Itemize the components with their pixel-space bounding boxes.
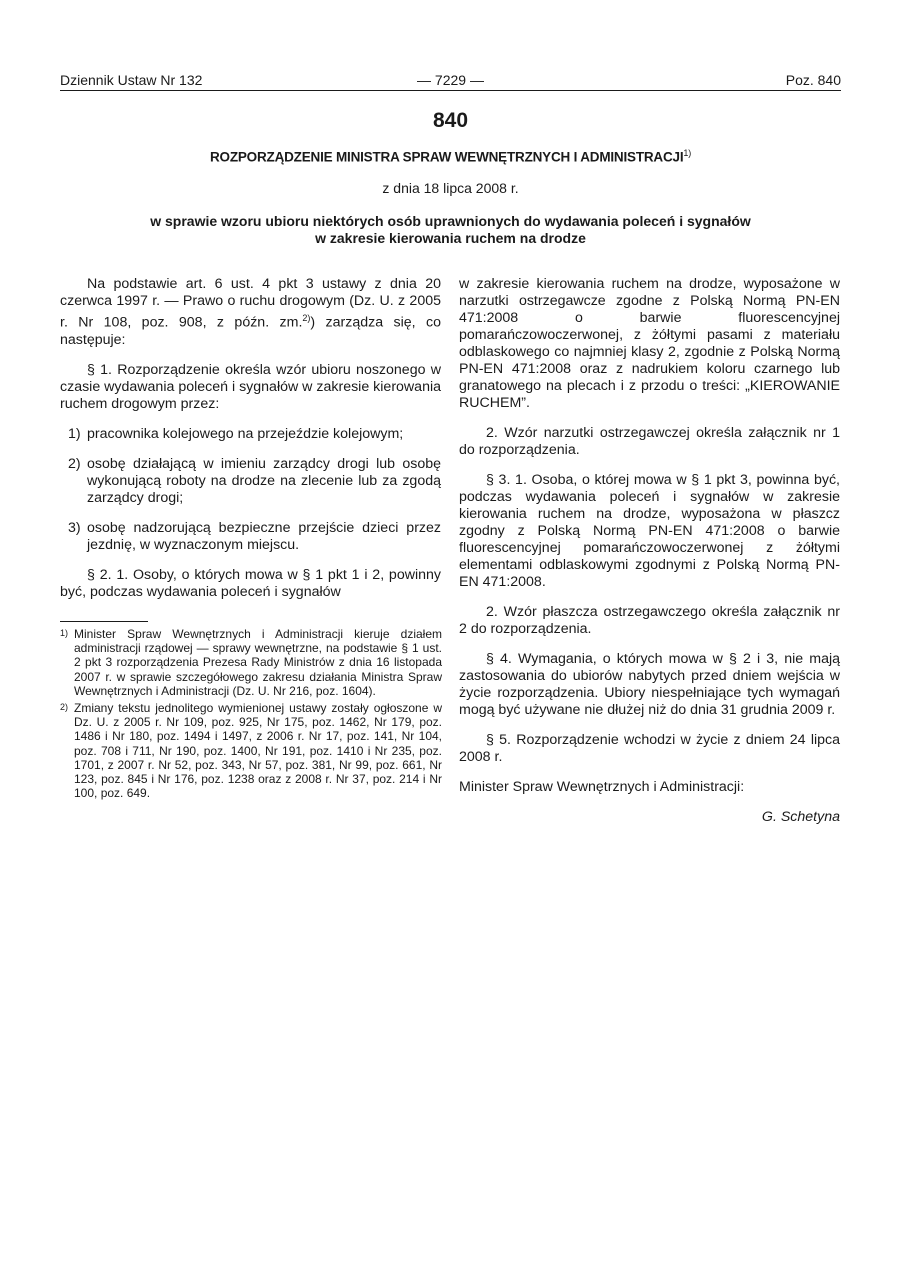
footnotes	[60, 627, 442, 803]
footnote	[60, 701, 442, 800]
page-header	[60, 70, 841, 90]
list-item	[60, 520, 441, 554]
signature: G. Schetyna	[761, 809, 840, 825]
list-item-number: 3)	[68, 519, 81, 536]
document-title	[60, 148, 841, 165]
item-position: Poz. 840	[785, 72, 841, 88]
page-number: — 7229 —	[417, 72, 484, 88]
journal-name: Dziennik Ustaw Nr 132	[60, 72, 203, 88]
right-column	[459, 276, 840, 839]
list-item-text: pracownika kolejowego na przejeździe kolejowym;	[87, 425, 404, 442]
footnote-mark: 2)	[60, 702, 69, 713]
title-footnote-ref: 1)	[683, 148, 691, 158]
section-3-para-2: 2. Wzór płaszcza ostrzegawczego określa załącznik nr 2 do rozporządzenia.	[459, 604, 840, 637]
preamble	[60, 276, 441, 349]
subject-line-1: w sprawie wzoru ubioru niektórych osób uprawnionych do wydawania poleceń i sygnałów	[150, 213, 751, 229]
list-item	[60, 456, 441, 507]
section-2-continuation: w zakresie kierowania ruchem na drodze, wyposażone w narzutki ostrzegawcze zgodne z Polską Normą PN-EN 471:2008 o barwie fluorescencyjnej pomarańczowoczerwonej, z żółtymi pasami z materiału odblaskowego co najmniej klasy 2, zgodnie z Polską Normą PN-EN 471:2008 oraz z nadrukiem koloru czarnego lub granatowego na plecach i z przodu o treści: „KIEROWANIE RUCHEM”.	[459, 276, 840, 411]
footnote-mark: 1)	[60, 628, 69, 638]
section-4: § 4. Wymagania, o których mowa w § 2 i 3, nie mają zastosowania do ubiorów nabytych przed dniem wejścia w życie rozporządzenia. Ubiory niespełniające tych wymagań mogą być używane nie dłużej niż do dnia 31 grudnia 2009 r.	[459, 651, 840, 718]
preamble-text-b: ) zarządza się, co następuje:	[60, 314, 441, 348]
subject-line-2: w zakresie kierowania ruchem na drodze	[315, 230, 586, 246]
document-title-text: ROZPORZĄDZENIE MINISTRA SPRAW WEWNĘTRZNYCH I ADMINISTRACJI	[209, 149, 684, 165]
list-item-number: 2)	[68, 455, 81, 472]
list-item	[60, 426, 441, 443]
section-2-para-2: 2. Wzór narzutki ostrzegawczej określa załącznik nr 1 do rozporządzenia.	[459, 425, 840, 458]
preamble-text-a: Na podstawie art. 6 ust. 4 pkt 3 ustawy z dnia 20 czerwca 1997 r. — Prawo o ruchu drogowym (Dz. U. z 2005 r. Nr 108, poz. 908, z późn. zm.	[60, 276, 441, 331]
section-5: § 5. Rozporządzenie wchodzi w życie z dniem 24 lipca 2008 r.	[459, 732, 840, 765]
left-column	[60, 276, 441, 614]
preamble-footnote-ref: 2)	[302, 313, 311, 323]
section-3-para-1: § 3. 1. Osoba, o której mowa w § 1 pkt 3, powinna być, podczas wydawania poleceń i sygnałów w zakresie kierowania ruchem na drodze, wyposażona w płaszcz zgodny z Polską Normą PN-EN 471:2008 o barwie fluorescencyjnej pomarańczowoczerwonej z żółtymi elementami odblaskowymi zgodnymi z Polską Normą PN-EN 471:2008.	[459, 472, 840, 590]
header-rule	[60, 90, 841, 91]
document-subject	[60, 213, 841, 247]
section-1-intro: § 1. Rozporządzenie określa wzór ubioru noszonego w czasie wydawania poleceń i sygnałów w zakresie kierowania ruchem drogowym przez:	[60, 361, 441, 412]
footnote	[60, 627, 442, 698]
document-date: z dnia 18 lipca 2008 r.	[382, 180, 519, 196]
section-2-start: § 2. 1. Osoby, o których mowa w § 1 pkt 1 i 2, powinny być, podczas wydawania poleceń i sygnałów	[60, 566, 441, 600]
footnote-rule	[60, 621, 148, 622]
document-number: 840	[432, 109, 469, 132]
list-item-number: 1)	[68, 425, 81, 442]
list-item-text: osobę działającą w imieniu zarządcy drogi lub osobę wykonującą roboty na drodze na zlecenie lub za zgodą zarządcy drogi;	[87, 455, 441, 506]
footnote-text: Zmiany tekstu jednolitego wymienionej ustawy zostały ogłoszone w Dz. U. z 2005 r. Nr 109, poz. 925, Nr 175, poz. 1462, Nr 179, poz. 1486 i Nr 180, poz. 1494 i 1497, z 2006 r. Nr 17, poz. 141, Nr 104, poz. 708 i 711, Nr 190, poz. 1400, Nr 191, poz. 1410 i Nr 235, poz. 1701, z 2007 r. Nr 52, poz. 343, Nr 57, poz. 381, Nr 99, poz. 661, Nr 123, poz. 845 i Nr 176, poz. 1238 oraz z 2008 r. Nr 37, poz. 214 i Nr 100, poz. 649.	[74, 701, 442, 801]
footnote-text: Minister Spraw Wewnętrznych i Administracji kieruje działem administracji rządowej — sprawy wewnętrzne, na podstawie § 1 ust. 2 pkt 3 rozporządzenia Prezesa Rady Ministrów z dnia 16 listopada 2007 r. w sprawie szczegółowego zakresu działania Ministra Spraw Wewnętrznych i Administracji (Dz. U. Nr 216, poz. 1604).	[74, 627, 442, 698]
list-item-text: osobę nadzorującą bezpieczne przejście dzieci przez jezdnię, w wyznaczonym miejscu.	[87, 519, 441, 553]
signer-title: Minister Spraw Wewnętrznych i Administracji:	[459, 779, 745, 795]
